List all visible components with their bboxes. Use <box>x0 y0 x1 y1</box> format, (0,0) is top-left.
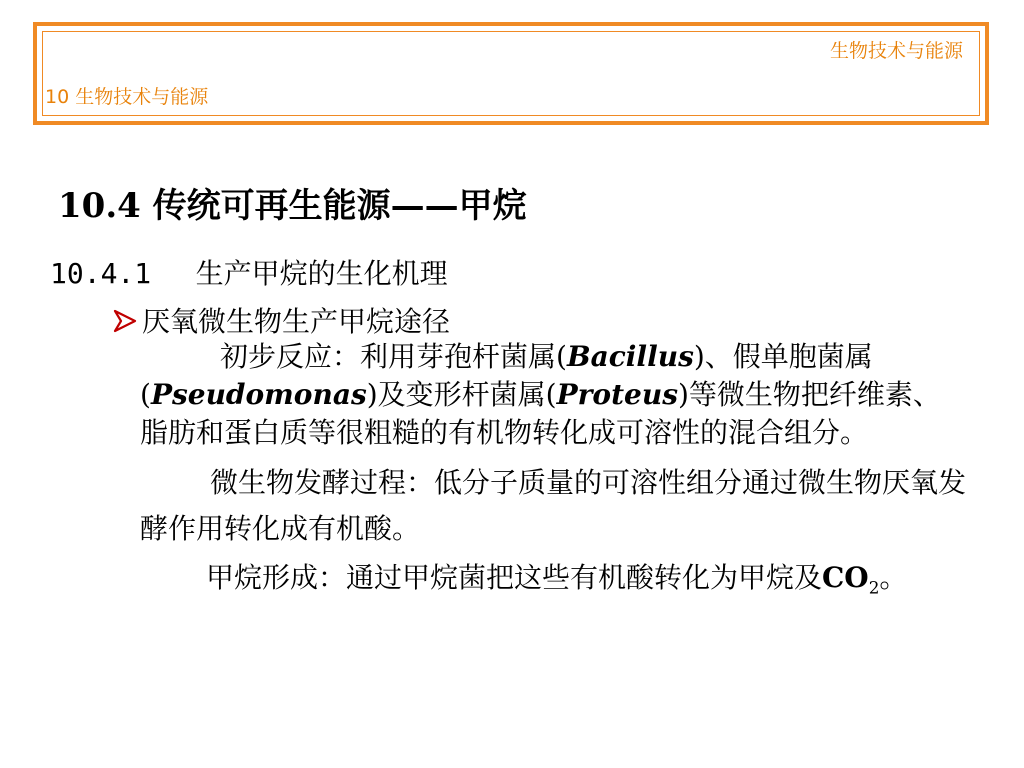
bullet-text: 厌氧微生物生产甲烷途径 <box>142 305 451 338</box>
header-frame <box>33 22 989 125</box>
header-chapter-title: 10 生物技术与能源 <box>45 86 209 108</box>
section-gap <box>160 257 187 290</box>
paragraph-initial-reaction <box>140 338 966 452</box>
genus-pseudomonas: Pseudomonas <box>150 378 367 411</box>
p3-prefix: 甲烷形成：通过甲烷菌把这些有机酸转化为甲烷及 <box>206 561 823 594</box>
body-text <box>140 338 966 612</box>
paragraph-methane-formation <box>140 554 966 612</box>
section-label: 生产甲烷的生化机理 <box>195 257 448 290</box>
arrow-right-icon <box>112 309 138 333</box>
section-heading <box>50 252 448 292</box>
header-course-title: 生物技术与能源 <box>829 40 963 62</box>
paragraph-fermentation: 微生物发酵过程：低分子质量的可溶性组分通过微生物厌氧发酵作用转化成有机酸。 <box>140 466 967 545</box>
slide-title: 10.4 传统可再生能源——甲烷 <box>58 186 527 226</box>
p1-prefix: 初步反应：利用芽孢杆菌属( <box>220 340 567 373</box>
co2-subscript: 2 <box>868 577 880 598</box>
genus-proteus: Proteus <box>556 378 678 411</box>
p3-suffix: 。 <box>879 561 908 594</box>
bullet-item <box>112 300 450 340</box>
p1-mid1: )、假单胞菌属( <box>140 340 873 411</box>
genus-bacillus: Bacillus <box>566 340 694 373</box>
p1-suffix: )等微生物把纤维素、脂肪和蛋白质等很粗糙的有机物转化成可溶性的混合组分。 <box>140 378 941 449</box>
section-number: 10.4.1 <box>50 257 152 290</box>
co2-formula: CO <box>822 561 869 594</box>
p1-mid2: )及变形杆菌属( <box>366 378 557 411</box>
